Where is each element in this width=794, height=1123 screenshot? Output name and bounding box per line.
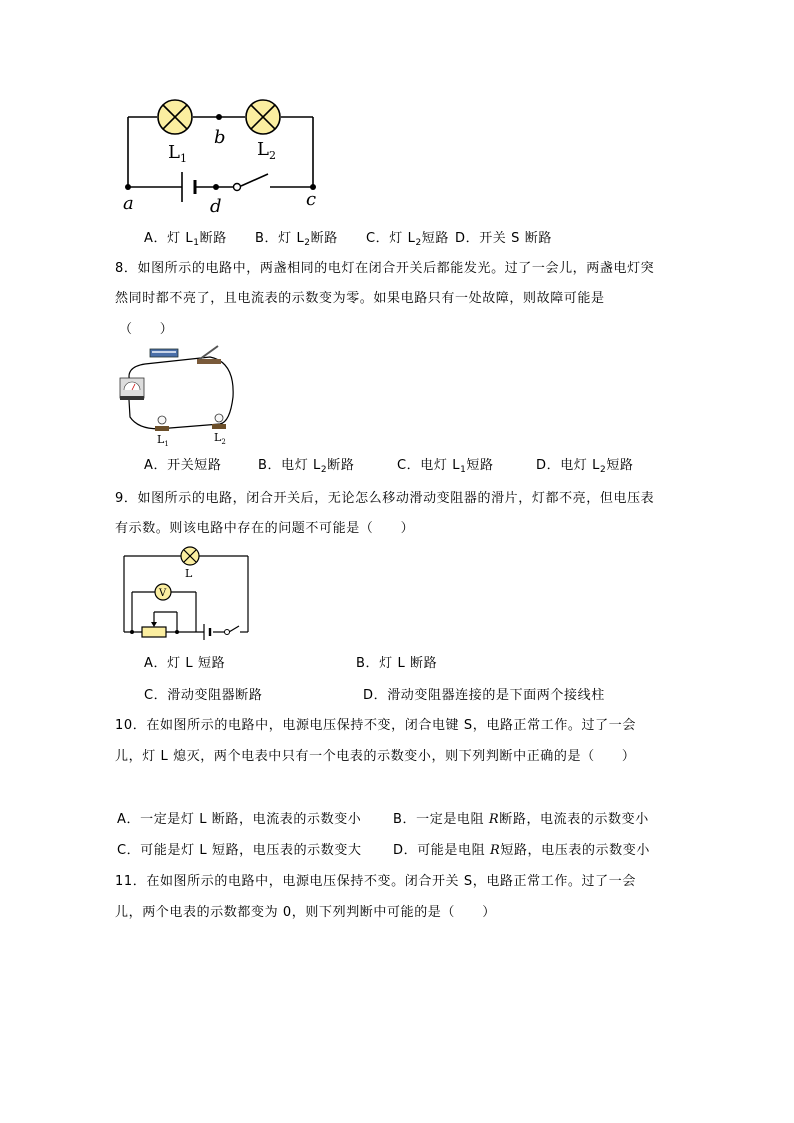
q8-stem-line2: 然同时都不亮了，且电流表的示数变为零。如果电路只有一处故障，则故障可能是 [115,291,605,306]
q7-option-c: C．灯 $L_2$短路 [366,231,449,248]
q11-stem-line1: 11．在如图所示的电路中，电源电压保持不变。闭合开关 S，电路正常工作。过了一会 [115,874,636,889]
q9-option-d: D．滑动变阻器连接的是下面两个接线柱 [363,688,605,703]
bulb-l1-icon [155,416,169,431]
label-l1: $L_1$ [168,142,187,165]
q8-answer-blank: （ ） [119,322,174,337]
label-b: b [214,127,226,148]
q9-option-c: C．滑动变阻器断路 [144,688,263,703]
q9-option-a: A．灯 L 短路 [144,656,226,671]
q10-option-c: C．可能是灯 L 短路，电压表的示数变大 [117,843,362,858]
q7-option-d: D．开关 S 断路 [455,231,552,246]
q9-stem-line1: 9．如图所示的电路，闭合开关后，无论怎么移动滑动变阻器的滑片，灯都不亮，但电压表 [115,491,655,506]
q10-option-d: D．可能是电阻 R短路，电压表的示数变小 [393,843,650,858]
label-a: a [123,193,134,214]
q10-option-a: A．一定是灯 L 断路，电流表的示数变小 [117,812,362,827]
q8-option-a: A．开关短路 [144,458,222,473]
node-b [216,114,222,120]
q10-option-b: B．一定是电阻 R断路，电流表的示数变小 [393,812,649,827]
q9-label-l: L [185,567,193,580]
q10-stem-line2: 儿，灯 L 熄灭，两个电表中只有一个电表的示数变小，则下列判断中正确的是（ ） [115,749,636,764]
switch-contact [234,184,241,191]
ammeter-icon [120,378,144,400]
q8-option-b: B．电灯 $L_2$断路 [258,458,355,475]
q7-circuit-figure [110,92,340,217]
svg-text:V: V [159,588,167,599]
q7-option-a: A．灯 $L_1$断路 [144,231,227,248]
rheostat-icon [142,627,166,637]
q8-stem-line1: 8．如图所示的电路中，两盏相同的电灯在闭合开关后都能发光。过了一会儿，两盏电灯突 [115,261,655,276]
lamp-l2-icon [246,100,280,134]
label-c: c [306,189,317,210]
lamp-l1-icon [158,100,192,134]
q11-stem-line2: 儿，两个电表的示数都变为 0，则下列判断中可能的是（ ） [115,905,496,920]
q7-option-b: B．灯 $L_2$断路 [255,231,338,248]
q9-circuit-figure [115,546,255,646]
node-a [125,184,131,190]
q8-label-l1: $L_1$ [157,433,169,448]
label-l2: $L_2$ [257,139,276,162]
q8-option-c: C．电灯 $L_1$短路 [397,458,494,475]
slider-arrow [151,622,157,627]
q9-stem-line2: 有示数。则该电路中存在的问题不可能是（ ） [115,521,415,536]
q10-stem-line1: 10．在如图所示的电路中，电源电压保持不变，闭合电键 S，电路正常工作。过了一会 [115,718,636,733]
q8-option-d: D．电灯 $L_2$短路 [536,458,634,475]
lamp-l-icon [181,547,199,565]
label-d: d [210,196,222,217]
q8-circuit-figure [115,342,245,452]
node-d [213,184,219,190]
voltmeter-icon [155,584,171,600]
battery-icon [150,349,178,357]
knife-switch-icon [197,346,221,364]
q8-label-l2: $L_2$ [214,431,226,446]
switch-contact [225,630,230,635]
q9-option-b: B．灯 L 断路 [356,656,438,671]
